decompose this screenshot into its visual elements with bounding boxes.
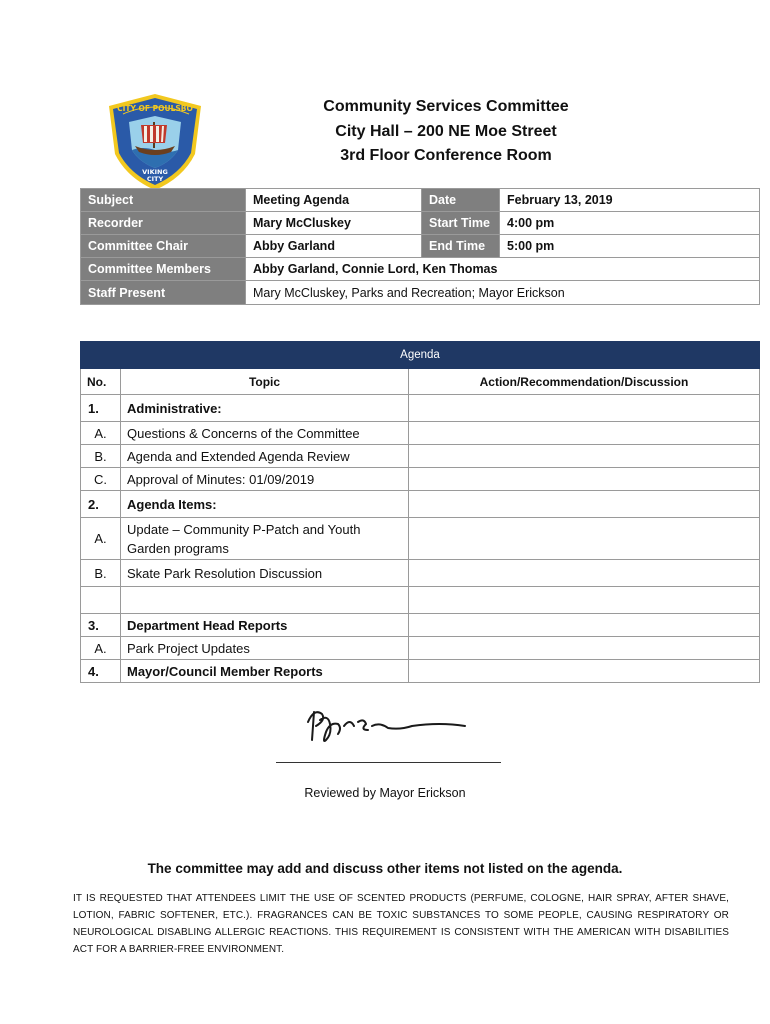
members-label: Committee Members [81, 258, 246, 281]
agenda-topic: Approval of Minutes: 01/09/2019 [121, 468, 409, 491]
chair-value: Abby Garland [246, 235, 422, 258]
agenda-topic: Department Head Reports [121, 614, 409, 637]
city-seal-logo [103, 92, 208, 192]
agenda-row [81, 614, 760, 637]
agenda-table [80, 341, 760, 683]
date-value: February 13, 2019 [500, 189, 760, 212]
date-label: Date [422, 189, 500, 212]
staff-label: Staff Present [81, 281, 246, 305]
subject-value: Meeting Agenda [246, 189, 422, 212]
agenda-num: C. [81, 468, 121, 491]
chair-label: Committee Chair [81, 235, 246, 258]
meeting-info-table [80, 188, 760, 305]
agenda-topic: Administrative: [121, 395, 409, 422]
subject-label: Subject [81, 189, 246, 212]
agenda-num: 3. [81, 614, 121, 637]
agenda-row [81, 587, 760, 614]
agenda-row [81, 422, 760, 445]
address-line: City Hall – 200 NE Moe Street [335, 122, 557, 140]
agenda-action [409, 491, 760, 518]
agenda-topic [121, 587, 409, 614]
agenda-topic: Update – Community P-Patch and Youth Garden programs [121, 518, 409, 560]
agenda-action [409, 560, 760, 587]
agenda-row [81, 560, 760, 587]
agenda-topic: Skate Park Resolution Discussion [121, 560, 409, 587]
col-no-header: No. [81, 369, 121, 395]
agenda-action [409, 614, 760, 637]
agenda-title: Agenda [81, 342, 760, 369]
agenda-action [409, 468, 760, 491]
recorder-label: Recorder [81, 212, 246, 235]
agenda-num: A. [81, 637, 121, 660]
agenda-num: A. [81, 422, 121, 445]
agenda-num: 1. [81, 395, 121, 422]
signature-line [276, 762, 501, 763]
agenda-row [81, 395, 760, 422]
svg-text:CITY: CITY [146, 175, 164, 183]
agenda-num [81, 587, 121, 614]
staff-value: Mary McCluskey, Parks and Recreation; Mayor Erickson [246, 281, 760, 305]
agenda-num: B. [81, 560, 121, 587]
agenda-action [409, 395, 760, 422]
room-line: 3rd Floor Conference Room [340, 147, 552, 164]
col-topic-header: Topic [121, 369, 409, 395]
committee-title: Community Services Committee [323, 98, 569, 115]
agenda-row [81, 445, 760, 468]
agenda-action [409, 637, 760, 660]
signature-caption: Reviewed by Mayor Erickson [304, 786, 466, 800]
start-time-value: 4:00 pm [500, 212, 760, 235]
recorder-value: Mary McCluskey [246, 212, 422, 235]
agenda-num: A. [81, 518, 121, 560]
agenda-action [409, 587, 760, 614]
mayor-signature [300, 700, 470, 748]
agenda-topic: Mayor/Council Member Reports [121, 660, 409, 683]
meeting-header [246, 95, 646, 169]
agenda-action [409, 445, 760, 468]
agenda-topic: Agenda and Extended Agenda Review [121, 445, 409, 468]
agenda-note: The committee may add and discuss other items not listed on the agenda. [147, 861, 623, 876]
agenda-action [409, 422, 760, 445]
start-time-label: Start Time [422, 212, 500, 235]
agenda-num: B. [81, 445, 121, 468]
svg-text:VIKING: VIKING [142, 168, 168, 176]
agenda-topic: Questions & Concerns of the Committee [121, 422, 409, 445]
col-action-header: Action/Recommendation/Discussion [409, 369, 760, 395]
agenda-action [409, 518, 760, 560]
end-time-value: 5:00 pm [500, 235, 760, 258]
agenda-row [81, 660, 760, 683]
agenda-row [81, 468, 760, 491]
agenda-topic: Agenda Items: [121, 491, 409, 518]
agenda-row [81, 491, 760, 518]
end-time-label: End Time [422, 235, 500, 258]
agenda-num: 2. [81, 491, 121, 518]
logo-top-text: CITY OF POULSBO [117, 104, 193, 113]
agenda-action [409, 660, 760, 683]
members-value: Abby Garland, Connie Lord, Ken Thomas [246, 258, 760, 281]
agenda-row [81, 637, 760, 660]
agenda-num: 4. [81, 660, 121, 683]
agenda-row [81, 518, 760, 560]
fragrance-disclaimer: IT IS REQUESTED THAT ATTENDEES LIMIT THE USE OF SCENTED PRODUCTS (PERFUME, COLOGNE, HAIR SPRAY, AFTER SHAVE, LOTION, FABRIC SOFTENER, ETC.). FRAGRANCES CAN BE TOXIC SUBSTANCES TO SOME PEOPLE, CAUSING RESPIRATORY OR NEUROLOGICAL DISABLING ALLERGIC REACTIONS. THIS REQUIREMENT IS CONSISTENT WITH THE AMERICAN WITH DISABILITIES ACT FOR A BARRIER-FREE ENVIRONMENT. [73, 893, 729, 955]
agenda-topic: Park Project Updates [121, 637, 409, 660]
